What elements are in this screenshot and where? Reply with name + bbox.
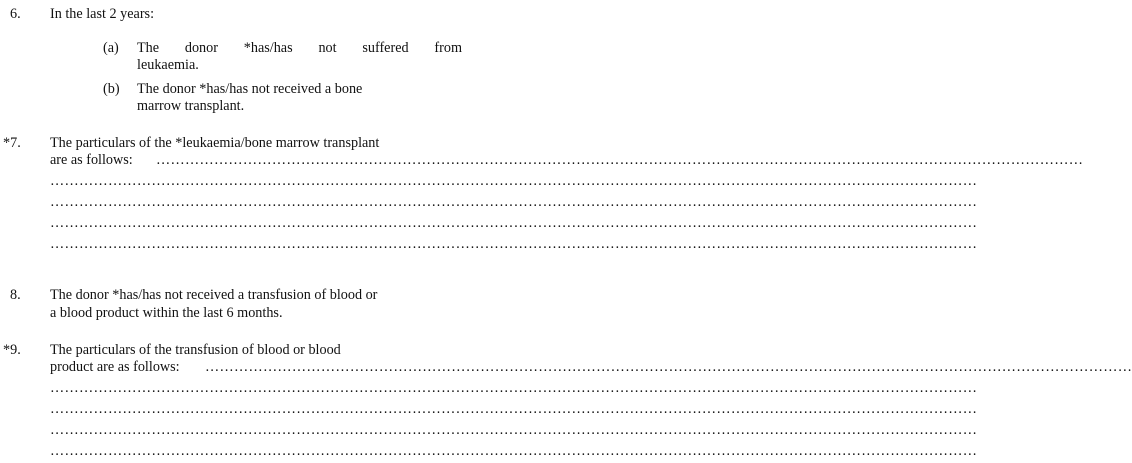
item-6a-line2: leukaemia. — [137, 57, 199, 73]
item-7-dotted-line: ………………………………………………………………………………………………………………………………………………………………………… — [50, 236, 978, 252]
item-7-line1: The particulars of the *leukaemia/bone marrow transplant — [50, 135, 380, 151]
item-9-dotted-line: ………………………………………………………………………………………………………………………………………………………………………… — [205, 359, 1132, 375]
item-7-dotted-line: ………………………………………………………………………………………………………………………………………………………………………… — [50, 194, 978, 210]
item-7-dotted-line: ………………………………………………………………………………………………………………………………………………………………………… — [50, 215, 978, 231]
item-6a-label: (a) — [103, 40, 119, 56]
item-9-number: *9. — [3, 342, 21, 358]
item-6a-word: not — [318, 40, 337, 56]
item-6a-word: *has/has — [243, 40, 293, 56]
item-6-heading: In the last 2 years: — [50, 6, 155, 22]
item-7-line2-text: are as follows: — [50, 152, 133, 168]
item-9-dotted-line: ………………………………………………………………………………………………………………………………………………………………………… — [50, 422, 978, 438]
item-6a-word: suffered — [362, 40, 409, 56]
item-6-number: 6. — [10, 6, 21, 22]
item-7-dotted-line: ………………………………………………………………………………………………………………………………………………………………………… — [50, 173, 978, 189]
item-6b-label: (b) — [103, 81, 120, 97]
item-9-dotted-line: ………………………………………………………………………………………………………………………………………………………………………… — [50, 401, 978, 417]
item-6a-word: The — [137, 40, 160, 56]
item-6b-line1: The donor *has/has not received a bone — [137, 81, 363, 97]
item-7-number: *7. — [3, 135, 21, 151]
item-6a-word: donor — [184, 40, 218, 56]
item-8-line1: The donor *has/has not received a transfusion of blood or — [50, 287, 378, 303]
item-6a-line1 — [137, 40, 462, 57]
item-6b-line2: marrow transplant. — [137, 98, 245, 114]
item-9-line2-text: product are as follows: — [50, 359, 180, 375]
item-9-line1: The particulars of the transfusion of blood or blood — [50, 342, 341, 358]
item-6a-word: from — [434, 40, 462, 56]
item-8-line2: a blood product within the last 6 months. — [50, 305, 283, 321]
item-9-dotted-line: ………………………………………………………………………………………………………………………………………………………………………… — [50, 380, 978, 396]
item-7-dotted-line: ………………………………………………………………………………………………………………………………………………………………………… — [156, 152, 1084, 168]
item-9-dotted-line: ………………………………………………………………………………………………………………………………………………………………………… — [50, 443, 978, 459]
item-8-number: 8. — [10, 287, 21, 303]
